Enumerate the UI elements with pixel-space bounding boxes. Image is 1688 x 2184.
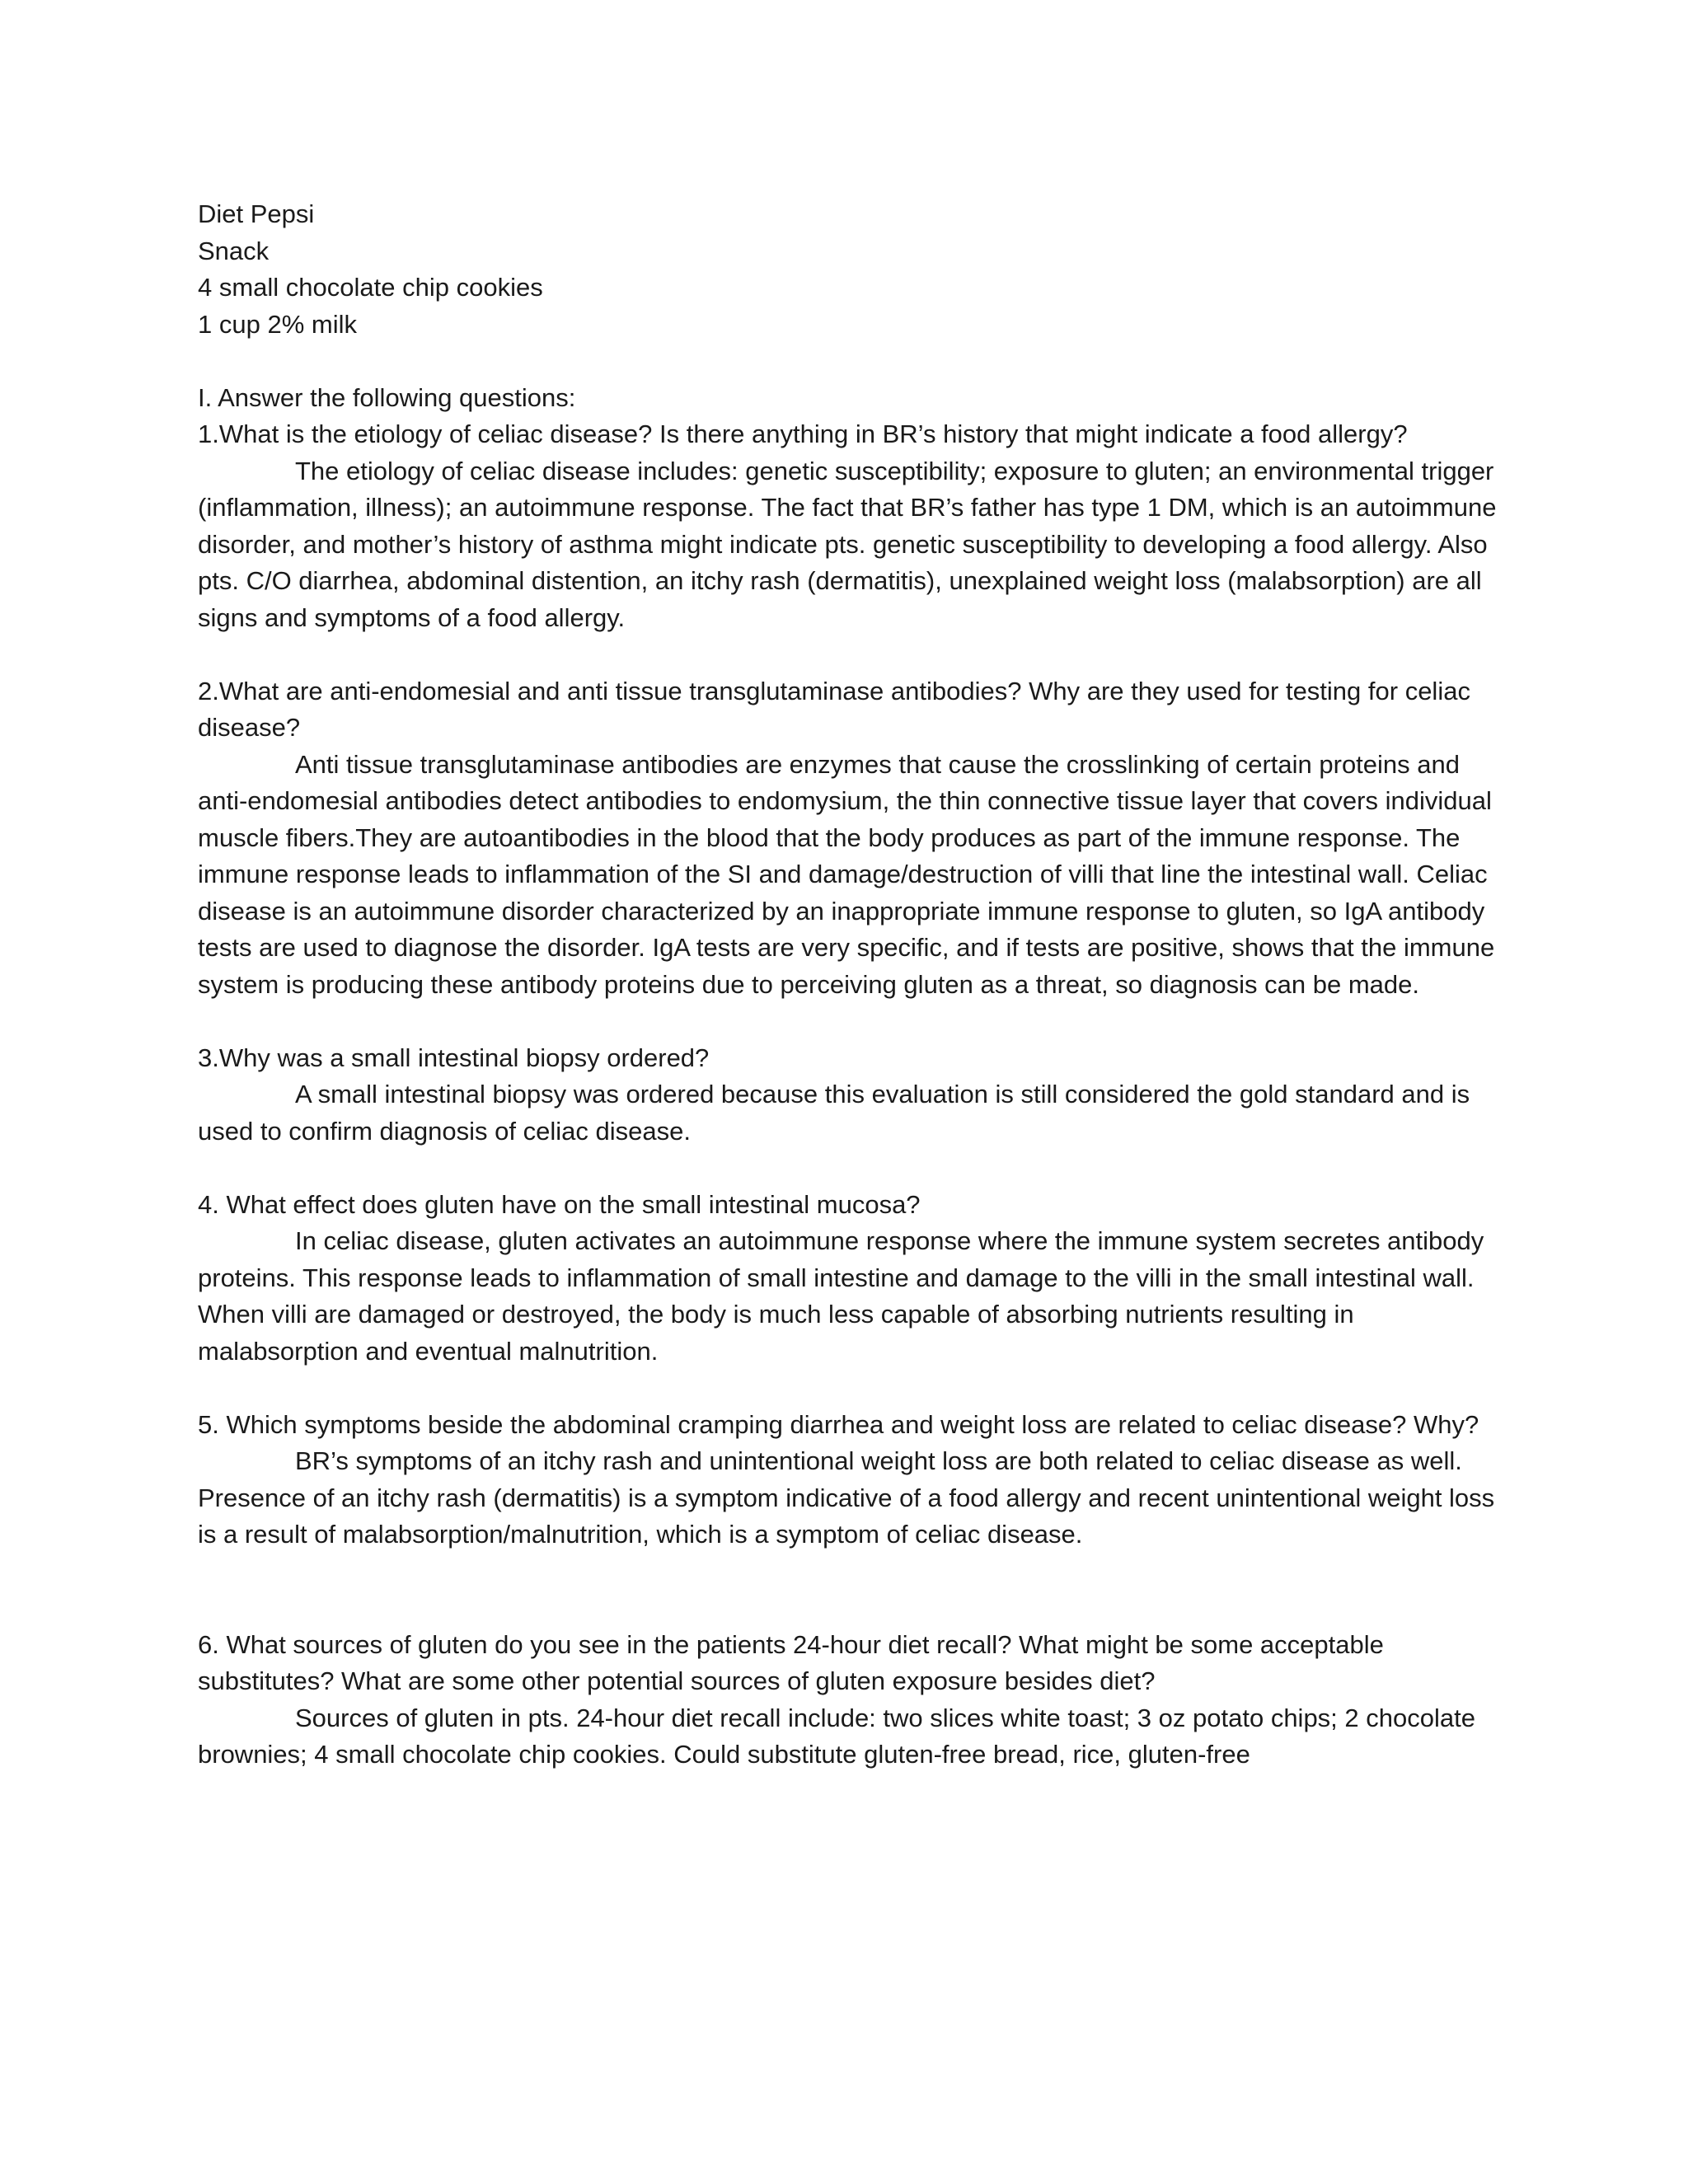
answer-5: BR’s symptoms of an itchy rash and unintentional weight loss are both related to celiac disease as well. Presence of an itchy rash (dermatitis) is a symptom indicative of a food allergy and recent unintentional weight loss is a result of malabsorption/malnutrition, which is a symptom of celiac disease.: [198, 1446, 1495, 1549]
question-5: 5. Which symptoms beside the abdominal cramping diarrhea and weight loss are related to celiac disease? Why?: [198, 1409, 1479, 1439]
diet-line: 1 cup 2% milk: [198, 309, 357, 339]
question-2: 2.What are anti-endomesial and anti tissue transglutaminase antibodies? Why are they used for testing for celiac disease?: [198, 676, 1470, 742]
answer-3: A small intestinal biopsy was ordered because this evaluation is still considered the gold standard and is used to confirm diagnosis of celiac disease.: [198, 1080, 1470, 1146]
answer-6: Sources of gluten in pts. 24-hour diet recall include: two slices white toast; 3 oz potato chips; 2 chocolate brownies; 4 small chocolate chip cookies. Could substitute gluten-free bread, rice, gluten-free: [198, 1703, 1475, 1769]
spacer: [198, 1003, 1500, 1040]
diet-line: 4 small chocolate chip cookies: [198, 273, 543, 302]
diet-line: Diet Pepsi: [198, 199, 315, 228]
document-page: [198, 196, 1500, 1774]
spacer: [198, 1150, 1500, 1187]
answer-1: The etiology of celiac disease includes: genetic susceptibility; exposure to gluten; an environmental trigger (inflammation, illness); an autoimmune response. The fact that BR’s father has type 1 DM, which is an autoimmune disorder, and mother’s history of asthma might indicate pts. genetic susceptibility to developing a food allergy. Also pts. C/O diarrhea, abdominal distention, an itchy rash (dermatitis), unexplained weight loss (malabsorption) are all signs and symptoms of a food allergy.: [198, 456, 1497, 632]
question-1: 1.What is the etiology of celiac disease? Is there anything in BR’s history that might indicate a food allergy?: [198, 419, 1408, 448]
question-6: 6. What sources of gluten do you see in the patients 24-hour diet recall? What might be some acceptable substitutes? What are some other potential sources of gluten exposure besides diet?: [198, 1629, 1384, 1695]
answer-4: In celiac disease, gluten activates an autoimmune response where the immune system secretes antibody proteins. This response leads to inflammation of small intestine and damage to the villi in the small intestinal wall. When villi are damaged or destroyed, the body is much less capable of absorbing nutrients resulting in malabsorption and eventual malnutrition.: [198, 1226, 1484, 1366]
question-4: 4. What effect does gluten have on the small intestinal mucosa?: [198, 1189, 921, 1219]
spacer: [198, 1370, 1500, 1407]
answer-2: Anti tissue transglutaminase antibodies are enzymes that cause the crosslinking of certain proteins and anti-endomesial antibodies detect antibodies to endomysium, the thin connective tissue layer that covers individual muscle fibers.They are autoantibodies in the blood that the body produces as part of the immune response. The immune response leads to inflammation of the SI and damage/destruction of villi that line the intestinal wall. Celiac disease is an autoimmune disorder characterized by an inappropriate immune response to gluten, so IgA antibody tests are used to diagnose the disorder. IgA tests are very specific, and if tests are positive, shows that the immune system is producing these antibody proteins due to perceiving gluten as a threat, so diagnosis can be made.: [198, 749, 1495, 999]
diet-line: Snack: [198, 236, 270, 265]
section-heading: I. Answer the following questions:: [198, 382, 576, 412]
spacer: [198, 1554, 1500, 1627]
question-3: 3.Why was a small intestinal biopsy ordered?: [198, 1043, 710, 1072]
spacer: [198, 343, 1500, 380]
spacer: [198, 636, 1500, 673]
